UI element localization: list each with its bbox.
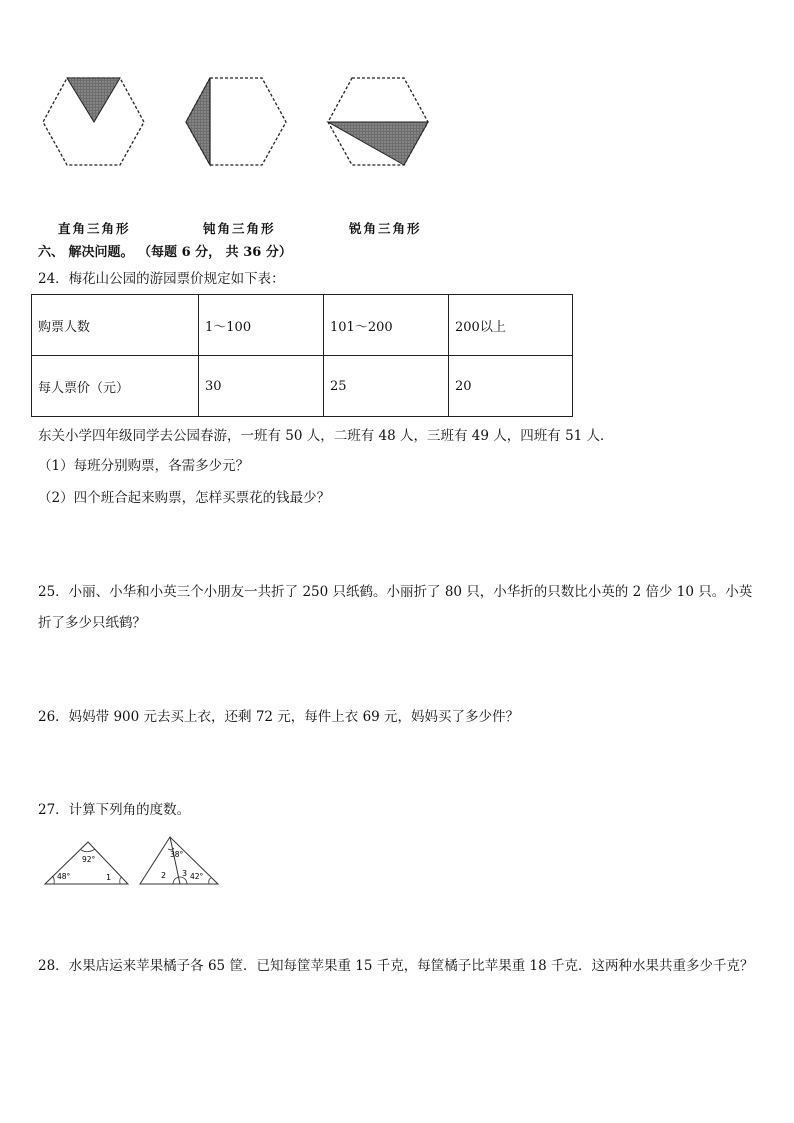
table-cell: 20 (449, 356, 573, 417)
triangle-one (45, 842, 128, 884)
q27-text: 27．计算下列角的度数。 (38, 802, 191, 818)
angle-label-3: 3 (182, 869, 188, 878)
table-cell: 25 (324, 356, 449, 417)
q24-part1: （1）每班分别购票，各需多少元？ (38, 458, 250, 474)
table-cell: 每人票价（元） (32, 356, 199, 417)
q24-text: 东关小学四年级同学去公园春游，一班有 50 人，二班有 48 人，三班有 49 人，四班有 51 人． (38, 428, 614, 444)
angle-label-2: 2 (161, 871, 167, 880)
angle-label-1: 1 (106, 873, 112, 882)
q24-part2: （2）四个班合起来购票，怎样买票花的钱最少？ (38, 490, 331, 506)
angle-label-92: 92° (82, 855, 96, 864)
table-row (32, 356, 573, 417)
q25-line2: 折了多少只纸鹤？ (38, 615, 146, 631)
caption-right-triangle: 直角三角形 (58, 221, 131, 236)
q25-line1: 25．小丽、小华和小英三个小朋友一共折了 250 只纸鹤。小丽折了 80 只，小华折的只数比小英的 2 倍少 10 只。小英 (38, 584, 753, 600)
angle-label-48: 48° (57, 872, 71, 881)
q26-text: 26．妈妈带 900 元去买上衣，还剩 72 元，每件上衣 69 元，妈妈买了多少件？ (38, 709, 520, 725)
angle-label-42: 42° (190, 872, 204, 881)
table-cell: 1～100 (199, 295, 324, 356)
price-table (31, 294, 573, 417)
table-row (32, 295, 573, 356)
hexagon-right-triangle (43, 78, 144, 165)
triangle-two (140, 837, 218, 884)
hexagon-obtuse-triangle (186, 78, 286, 165)
angle-label-38: 38° (170, 850, 184, 859)
q28-text: 28．水果店运来苹果橘子各 65 筐．已知每筐苹果重 15 千克，每筐橘子比苹果重 18 千克．这两种水果共重多少千克？ (38, 958, 754, 974)
table-cell: 购票人数 (32, 295, 199, 356)
hexagon-acute-triangle (328, 78, 428, 165)
table-cell: 30 (199, 356, 324, 417)
q24-intro: 24．梅花山公园的游园票价规定如下表： (38, 271, 285, 287)
angle-triangles (40, 832, 230, 888)
hexagon-figures (0, 60, 460, 180)
caption-acute-triangle: 锐角三角形 (349, 221, 422, 236)
section-title: 六、 解决问题。 （每题 6 分， 共 36 分） (38, 245, 292, 260)
caption-obtuse-triangle: 钝角三角形 (203, 221, 276, 236)
table-cell: 101～200 (324, 295, 449, 356)
table-cell: 200以上 (449, 295, 573, 356)
